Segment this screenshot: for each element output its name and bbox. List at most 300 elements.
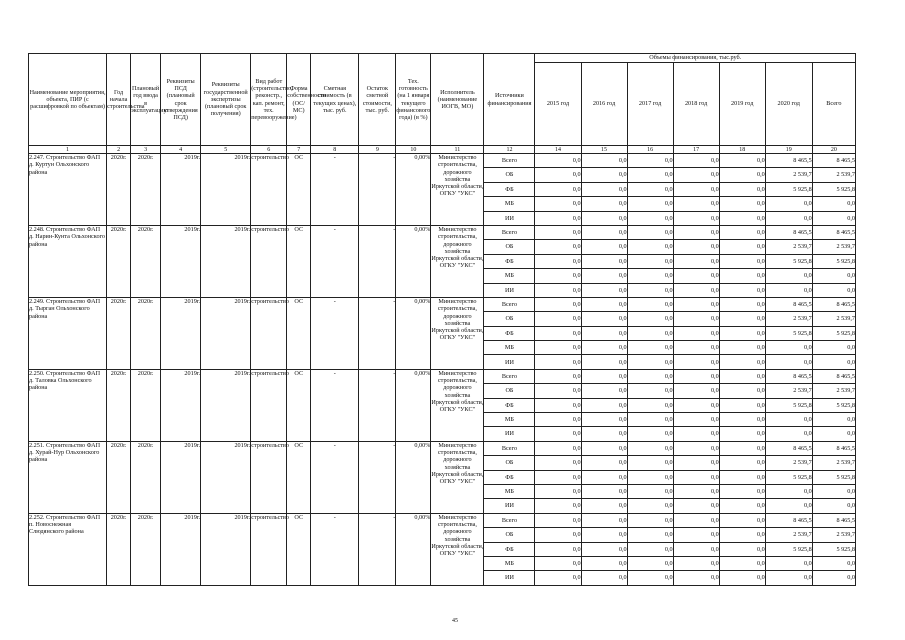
funding-value: 2 539,7: [812, 528, 855, 542]
funding-value: 5 925,8: [812, 326, 855, 340]
funding-value: 0,0: [581, 556, 627, 570]
readiness-percent: 0,00%: [396, 441, 431, 513]
column-number: 15: [581, 146, 627, 154]
funding-value: 2 539,7: [765, 312, 812, 326]
funding-value: 0,0: [719, 225, 765, 239]
object-name: 2.251. Строительство ФАП д. Хурай-Нур Ольхонского района: [29, 441, 107, 513]
object-group: [29, 154, 856, 226]
executor: Министерство строительства, дорожного хозяйства Иркутской области, ОГКУ "УКС": [431, 369, 484, 441]
funding-value: 0,0: [719, 297, 765, 311]
funding-source: Всего: [484, 225, 535, 239]
funding-value: 0,0: [627, 542, 673, 556]
expertise-date: 2019г.: [201, 225, 251, 297]
funding-value: 0,0: [812, 355, 855, 369]
funding-value: 8 465,5: [765, 513, 812, 527]
funding-value: 0,0: [535, 384, 581, 398]
table-row: [29, 154, 856, 168]
funding-value: 0,0: [719, 398, 765, 412]
executor: Министерство строительства, дорожного хозяйства Иркутской области, ОГКУ "УКС": [431, 154, 484, 226]
funding-value: 0,0: [581, 499, 627, 513]
ownership-form: ОС: [287, 297, 311, 369]
header-year: 2017 год: [627, 63, 673, 146]
funding-value: 5 925,8: [812, 542, 855, 556]
funding-value: 0,0: [581, 542, 627, 556]
funding-value: 5 925,8: [812, 254, 855, 268]
column-number: 5: [201, 146, 251, 154]
funding-value: 0,0: [535, 254, 581, 268]
funding-value: 8 465,5: [812, 513, 855, 527]
funding-value: 2 539,7: [812, 456, 855, 470]
funding-value: 0,0: [535, 556, 581, 570]
table-row: [29, 441, 856, 455]
funding-value: 0,0: [765, 211, 812, 225]
funding-value: 0,0: [673, 556, 719, 570]
header-work-type: Вид работ (строительство, реконстр., кап. ремонт, тех. перевооружение): [251, 54, 287, 146]
funding-value: 0,0: [627, 211, 673, 225]
funding-value: 0,0: [627, 499, 673, 513]
funding-value: 8 465,5: [765, 297, 812, 311]
psd-date: 2019г.: [161, 441, 201, 513]
readiness-percent: 0,00%: [396, 297, 431, 369]
funding-value: 0,0: [673, 154, 719, 168]
header-plan-year: Плановый год ввода в эксплуатацию: [131, 54, 161, 146]
funding-value: 0,0: [581, 384, 627, 398]
funding-value: 0,0: [535, 470, 581, 484]
header-funding-source: Источники финансирования: [484, 54, 535, 146]
funding-source: ОБ: [484, 384, 535, 398]
funding-value: 5 925,8: [812, 182, 855, 196]
funding-value: 0,0: [581, 312, 627, 326]
table-header: [29, 54, 856, 154]
table-row: [29, 369, 856, 383]
funding-value: 0,0: [581, 326, 627, 340]
funding-source: ФБ: [484, 542, 535, 556]
funding-value: 0,0: [581, 254, 627, 268]
funding-value: 0,0: [627, 398, 673, 412]
funding-value: 0,0: [719, 283, 765, 297]
executor: Министерство строительства, дорожного хозяйства Иркутской области, ОГКУ "УКС": [431, 297, 484, 369]
column-number: 17: [673, 146, 719, 154]
funding-value: 0,0: [627, 384, 673, 398]
funding-value: 0,0: [581, 211, 627, 225]
column-number: 12: [484, 146, 535, 154]
funding-source: МБ: [484, 269, 535, 283]
funding-value: 0,0: [673, 398, 719, 412]
column-number: 9: [359, 146, 396, 154]
funding-value: 0,0: [719, 168, 765, 182]
funding-value: 0,0: [535, 341, 581, 355]
funding-value: 0,0: [627, 513, 673, 527]
object-group: [29, 369, 856, 441]
work-type: строительство: [251, 441, 287, 513]
funding-value: 8 465,5: [765, 225, 812, 239]
ownership-form: ОС: [287, 225, 311, 297]
funding-value: 0,0: [535, 297, 581, 311]
funding-source: МБ: [484, 341, 535, 355]
funding-value: 0,0: [673, 297, 719, 311]
funding-value: 0,0: [673, 456, 719, 470]
financing-table: [28, 53, 856, 586]
funding-value: 0,0: [627, 154, 673, 168]
column-numbers-row: [29, 146, 856, 154]
funding-value: 0,0: [627, 470, 673, 484]
plan-year: 2020г.: [131, 225, 161, 297]
funding-value: 0,0: [581, 269, 627, 283]
funding-value: 2 539,7: [765, 384, 812, 398]
funding-value: 0,0: [812, 556, 855, 570]
funding-value: 0,0: [535, 571, 581, 585]
object-group: [29, 297, 856, 369]
funding-source: ИИ: [484, 499, 535, 513]
funding-value: 0,0: [812, 413, 855, 427]
estimated-cost: -: [311, 297, 359, 369]
column-number: 6: [251, 146, 287, 154]
work-type: строительство: [251, 225, 287, 297]
ownership-form: ОС: [287, 441, 311, 513]
funding-value: 0,0: [812, 211, 855, 225]
estimated-cost: -: [311, 225, 359, 297]
header-total: Всего: [812, 63, 855, 146]
funding-value: 0,0: [673, 283, 719, 297]
work-type: строительство: [251, 297, 287, 369]
funding-value: 0,0: [673, 225, 719, 239]
readiness-percent: 0,00%: [396, 225, 431, 297]
funding-value: 5 925,8: [765, 326, 812, 340]
header-name: Наименование мероприятия, объекта, ПИР (с расшифровкой по объектам): [29, 54, 107, 146]
funding-value: 0,0: [627, 197, 673, 211]
funding-value: 0,0: [535, 197, 581, 211]
funding-value: 8 465,5: [765, 441, 812, 455]
header-year: 2020 год: [765, 63, 812, 146]
funding-value: 0,0: [535, 312, 581, 326]
funding-value: 0,0: [535, 513, 581, 527]
funding-value: 0,0: [581, 341, 627, 355]
funding-value: 0,0: [627, 312, 673, 326]
funding-value: 0,0: [812, 283, 855, 297]
estimated-cost: -: [311, 369, 359, 441]
funding-source: ФБ: [484, 326, 535, 340]
column-number: 20: [812, 146, 855, 154]
funding-value: 0,0: [673, 312, 719, 326]
funding-source: ОБ: [484, 456, 535, 470]
funding-value: 0,0: [627, 168, 673, 182]
ownership-form: ОС: [287, 154, 311, 226]
funding-value: 0,0: [535, 413, 581, 427]
funding-value: 0,0: [581, 441, 627, 455]
start-year: 2020г.: [107, 225, 131, 297]
remaining-cost: -: [359, 225, 396, 297]
object-name: 2.247. Строительство ФАП д. Куртун Ольхонского района: [29, 154, 107, 226]
funding-value: 0,0: [719, 384, 765, 398]
funding-source: ИИ: [484, 571, 535, 585]
funding-value: 0,0: [535, 484, 581, 498]
table-row: [29, 513, 856, 527]
funding-value: 0,0: [535, 225, 581, 239]
funding-value: 8 465,5: [812, 297, 855, 311]
funding-value: 0,0: [673, 211, 719, 225]
funding-value: 8 465,5: [765, 369, 812, 383]
funding-value: 0,0: [719, 240, 765, 254]
funding-source: ИИ: [484, 355, 535, 369]
funding-source: Всего: [484, 297, 535, 311]
funding-value: 0,0: [765, 283, 812, 297]
funding-value: 0,0: [673, 413, 719, 427]
funding-source: Всего: [484, 513, 535, 527]
funding-value: 0,0: [627, 182, 673, 196]
funding-value: 0,0: [627, 225, 673, 239]
funding-value: 0,0: [627, 283, 673, 297]
expertise-date: 2019г.: [201, 154, 251, 226]
funding-value: 0,0: [719, 427, 765, 441]
column-number: 10: [396, 146, 431, 154]
funding-value: 0,0: [765, 269, 812, 283]
expertise-date: 2019г.: [201, 369, 251, 441]
funding-value: 0,0: [719, 341, 765, 355]
funding-source: ИИ: [484, 211, 535, 225]
funding-value: 0,0: [719, 542, 765, 556]
header-year: 2018 год: [673, 63, 719, 146]
funding-value: 0,0: [535, 154, 581, 168]
column-number: 11: [431, 146, 484, 154]
funding-value: 2 539,7: [765, 456, 812, 470]
funding-value: 0,0: [535, 441, 581, 455]
plan-year: 2020г.: [131, 441, 161, 513]
readiness-percent: 0,00%: [396, 369, 431, 441]
funding-value: 0,0: [673, 254, 719, 268]
funding-source: МБ: [484, 556, 535, 570]
funding-value: 0,0: [581, 283, 627, 297]
funding-value: 0,0: [673, 369, 719, 383]
funding-source: ФБ: [484, 254, 535, 268]
funding-value: 0,0: [673, 427, 719, 441]
expertise-date: 2019г.: [201, 441, 251, 513]
object-name: 2.248. Строительство ФАП д. Нарин-Кунта Ольхонского района: [29, 225, 107, 297]
object-group: [29, 225, 856, 297]
funding-value: 0,0: [673, 326, 719, 340]
funding-value: 0,0: [627, 355, 673, 369]
funding-value: 0,0: [673, 269, 719, 283]
header-funding-volumes: Объемы финансирования, тыс.руб.: [535, 54, 856, 63]
funding-value: 0,0: [581, 513, 627, 527]
column-number: 7: [287, 146, 311, 154]
funding-source: ФБ: [484, 398, 535, 412]
funding-value: 0,0: [765, 355, 812, 369]
funding-value: 0,0: [535, 542, 581, 556]
funding-value: 0,0: [812, 341, 855, 355]
work-type: строительство: [251, 369, 287, 441]
funding-source: ОБ: [484, 168, 535, 182]
funding-value: 0,0: [719, 355, 765, 369]
funding-value: 0,0: [581, 240, 627, 254]
funding-value: 0,0: [627, 326, 673, 340]
funding-value: 0,0: [673, 240, 719, 254]
header-estimated-cost: Сметная стоимость (в текущих ценах), тыс. руб.: [311, 54, 359, 146]
table-row: [29, 225, 856, 239]
funding-value: 0,0: [581, 427, 627, 441]
funding-source: ИИ: [484, 427, 535, 441]
funding-value: 0,0: [719, 413, 765, 427]
object-name: 2.250. Строительство ФАП д. Таловка Ольхонского района: [29, 369, 107, 441]
funding-value: 0,0: [719, 197, 765, 211]
readiness-percent: 0,00%: [396, 154, 431, 226]
funding-value: 5 925,8: [812, 470, 855, 484]
funding-value: 0,0: [581, 197, 627, 211]
funding-value: 0,0: [673, 182, 719, 196]
funding-value: 2 539,7: [765, 528, 812, 542]
funding-value: 0,0: [765, 499, 812, 513]
psd-date: 2019г.: [161, 154, 201, 226]
funding-value: 0,0: [581, 413, 627, 427]
funding-value: 5 925,8: [812, 398, 855, 412]
funding-value: 0,0: [581, 182, 627, 196]
start-year: 2020г.: [107, 441, 131, 513]
funding-value: 0,0: [719, 571, 765, 585]
column-number: 18: [719, 146, 765, 154]
funding-value: 8 465,5: [812, 225, 855, 239]
funding-value: 0,0: [673, 355, 719, 369]
object-name: 2.249. Строительство ФАП д. Тырган Ольхонского района: [29, 297, 107, 369]
funding-value: 0,0: [765, 427, 812, 441]
executor: Министерство строительства, дорожного хозяйства Иркутской области, ОГКУ "УКС": [431, 513, 484, 585]
readiness-percent: 0,00%: [396, 513, 431, 585]
header-readiness: Тех. готовность (на 1 января текущего финансового года) (в %): [396, 54, 431, 146]
funding-value: 0,0: [812, 571, 855, 585]
column-number: 4: [161, 146, 201, 154]
plan-year: 2020г.: [131, 154, 161, 226]
funding-value: 0,0: [627, 427, 673, 441]
funding-value: 0,0: [719, 154, 765, 168]
ownership-form: ОС: [287, 369, 311, 441]
funding-value: 2 539,7: [812, 384, 855, 398]
funding-value: 0,0: [673, 571, 719, 585]
funding-value: 0,0: [581, 571, 627, 585]
psd-date: 2019г.: [161, 513, 201, 585]
plan-year: 2020г.: [131, 513, 161, 585]
funding-value: 0,0: [581, 369, 627, 383]
funding-value: 0,0: [673, 168, 719, 182]
column-number: 3: [131, 146, 161, 154]
funding-value: 0,0: [765, 571, 812, 585]
funding-value: 0,0: [673, 528, 719, 542]
header-expertise: Реквизиты государственной экспертизы (плановый срок получения): [201, 54, 251, 146]
funding-value: 0,0: [765, 556, 812, 570]
funding-value: 0,0: [673, 441, 719, 455]
funding-value: 0,0: [812, 427, 855, 441]
funding-value: 5 925,8: [765, 470, 812, 484]
funding-value: 0,0: [719, 326, 765, 340]
funding-value: 5 925,8: [765, 398, 812, 412]
table-row: [29, 297, 856, 311]
funding-value: 0,0: [535, 355, 581, 369]
remaining-cost: -: [359, 297, 396, 369]
funding-value: 0,0: [627, 484, 673, 498]
funding-value: 0,0: [535, 369, 581, 383]
funding-value: 0,0: [581, 456, 627, 470]
funding-value: 0,0: [673, 197, 719, 211]
work-type: строительство: [251, 154, 287, 226]
funding-value: 0,0: [627, 456, 673, 470]
funding-value: 0,0: [581, 484, 627, 498]
funding-value: 0,0: [535, 269, 581, 283]
funding-value: 0,0: [581, 225, 627, 239]
executor: Министерство строительства, дорожного хозяйства Иркутской области, ОГКУ "УКС": [431, 225, 484, 297]
funding-value: 0,0: [673, 384, 719, 398]
funding-value: 0,0: [627, 369, 673, 383]
remaining-cost: -: [359, 441, 396, 513]
funding-value: 0,0: [765, 197, 812, 211]
funding-value: 0,0: [627, 556, 673, 570]
funding-value: 0,0: [627, 240, 673, 254]
funding-value: 0,0: [581, 528, 627, 542]
funding-value: 0,0: [765, 341, 812, 355]
funding-value: 0,0: [719, 556, 765, 570]
funding-value: 0,0: [627, 269, 673, 283]
funding-value: 0,0: [673, 542, 719, 556]
funding-source: МБ: [484, 413, 535, 427]
funding-value: 0,0: [719, 369, 765, 383]
funding-value: 0,0: [535, 427, 581, 441]
funding-value: 0,0: [535, 326, 581, 340]
funding-value: 0,0: [535, 456, 581, 470]
funding-value: 0,0: [581, 168, 627, 182]
executor: Министерство строительства, дорожного хозяйства Иркутской области, ОГКУ "УКС": [431, 441, 484, 513]
funding-value: 0,0: [535, 182, 581, 196]
funding-value: 0,0: [627, 571, 673, 585]
funding-value: 0,0: [812, 499, 855, 513]
funding-value: 0,0: [627, 413, 673, 427]
estimated-cost: -: [311, 441, 359, 513]
funding-value: 0,0: [535, 398, 581, 412]
funding-source: ОБ: [484, 312, 535, 326]
funding-value: 0,0: [581, 470, 627, 484]
funding-value: 0,0: [719, 484, 765, 498]
estimated-cost: -: [311, 154, 359, 226]
funding-value: 0,0: [627, 254, 673, 268]
plan-year: 2020г.: [131, 369, 161, 441]
header-ownership: Форма собственности (ОС/МС): [287, 54, 311, 146]
funding-source: Всего: [484, 441, 535, 455]
funding-source: ФБ: [484, 470, 535, 484]
funding-value: 0,0: [765, 484, 812, 498]
object-group: [29, 441, 856, 513]
funding-value: 0,0: [581, 398, 627, 412]
start-year: 2020г.: [107, 154, 131, 226]
psd-date: 2019г.: [161, 369, 201, 441]
funding-value: 5 925,8: [765, 542, 812, 556]
header-executor: Исполнитель (наименование ИОГВ, МО): [431, 54, 484, 146]
column-number: 19: [765, 146, 812, 154]
funding-value: 0,0: [673, 499, 719, 513]
estimated-cost: -: [311, 513, 359, 585]
header-psd: Реквизиты ПСД (плановый срок утверждения ПСД): [161, 54, 201, 146]
funding-source: ИИ: [484, 283, 535, 297]
funding-value: 0,0: [627, 297, 673, 311]
funding-value: 0,0: [535, 528, 581, 542]
funding-value: 0,0: [535, 283, 581, 297]
funding-value: 8 465,5: [812, 441, 855, 455]
funding-value: 0,0: [719, 513, 765, 527]
object-group: [29, 513, 856, 585]
funding-value: 8 465,5: [812, 369, 855, 383]
funding-value: 0,0: [719, 528, 765, 542]
funding-value: 0,0: [535, 240, 581, 254]
funding-value: 5 925,8: [765, 254, 812, 268]
column-number: 2: [107, 146, 131, 154]
funding-value: 0,0: [581, 355, 627, 369]
funding-source: МБ: [484, 197, 535, 211]
funding-value: 0,0: [719, 499, 765, 513]
funding-value: 0,0: [812, 484, 855, 498]
